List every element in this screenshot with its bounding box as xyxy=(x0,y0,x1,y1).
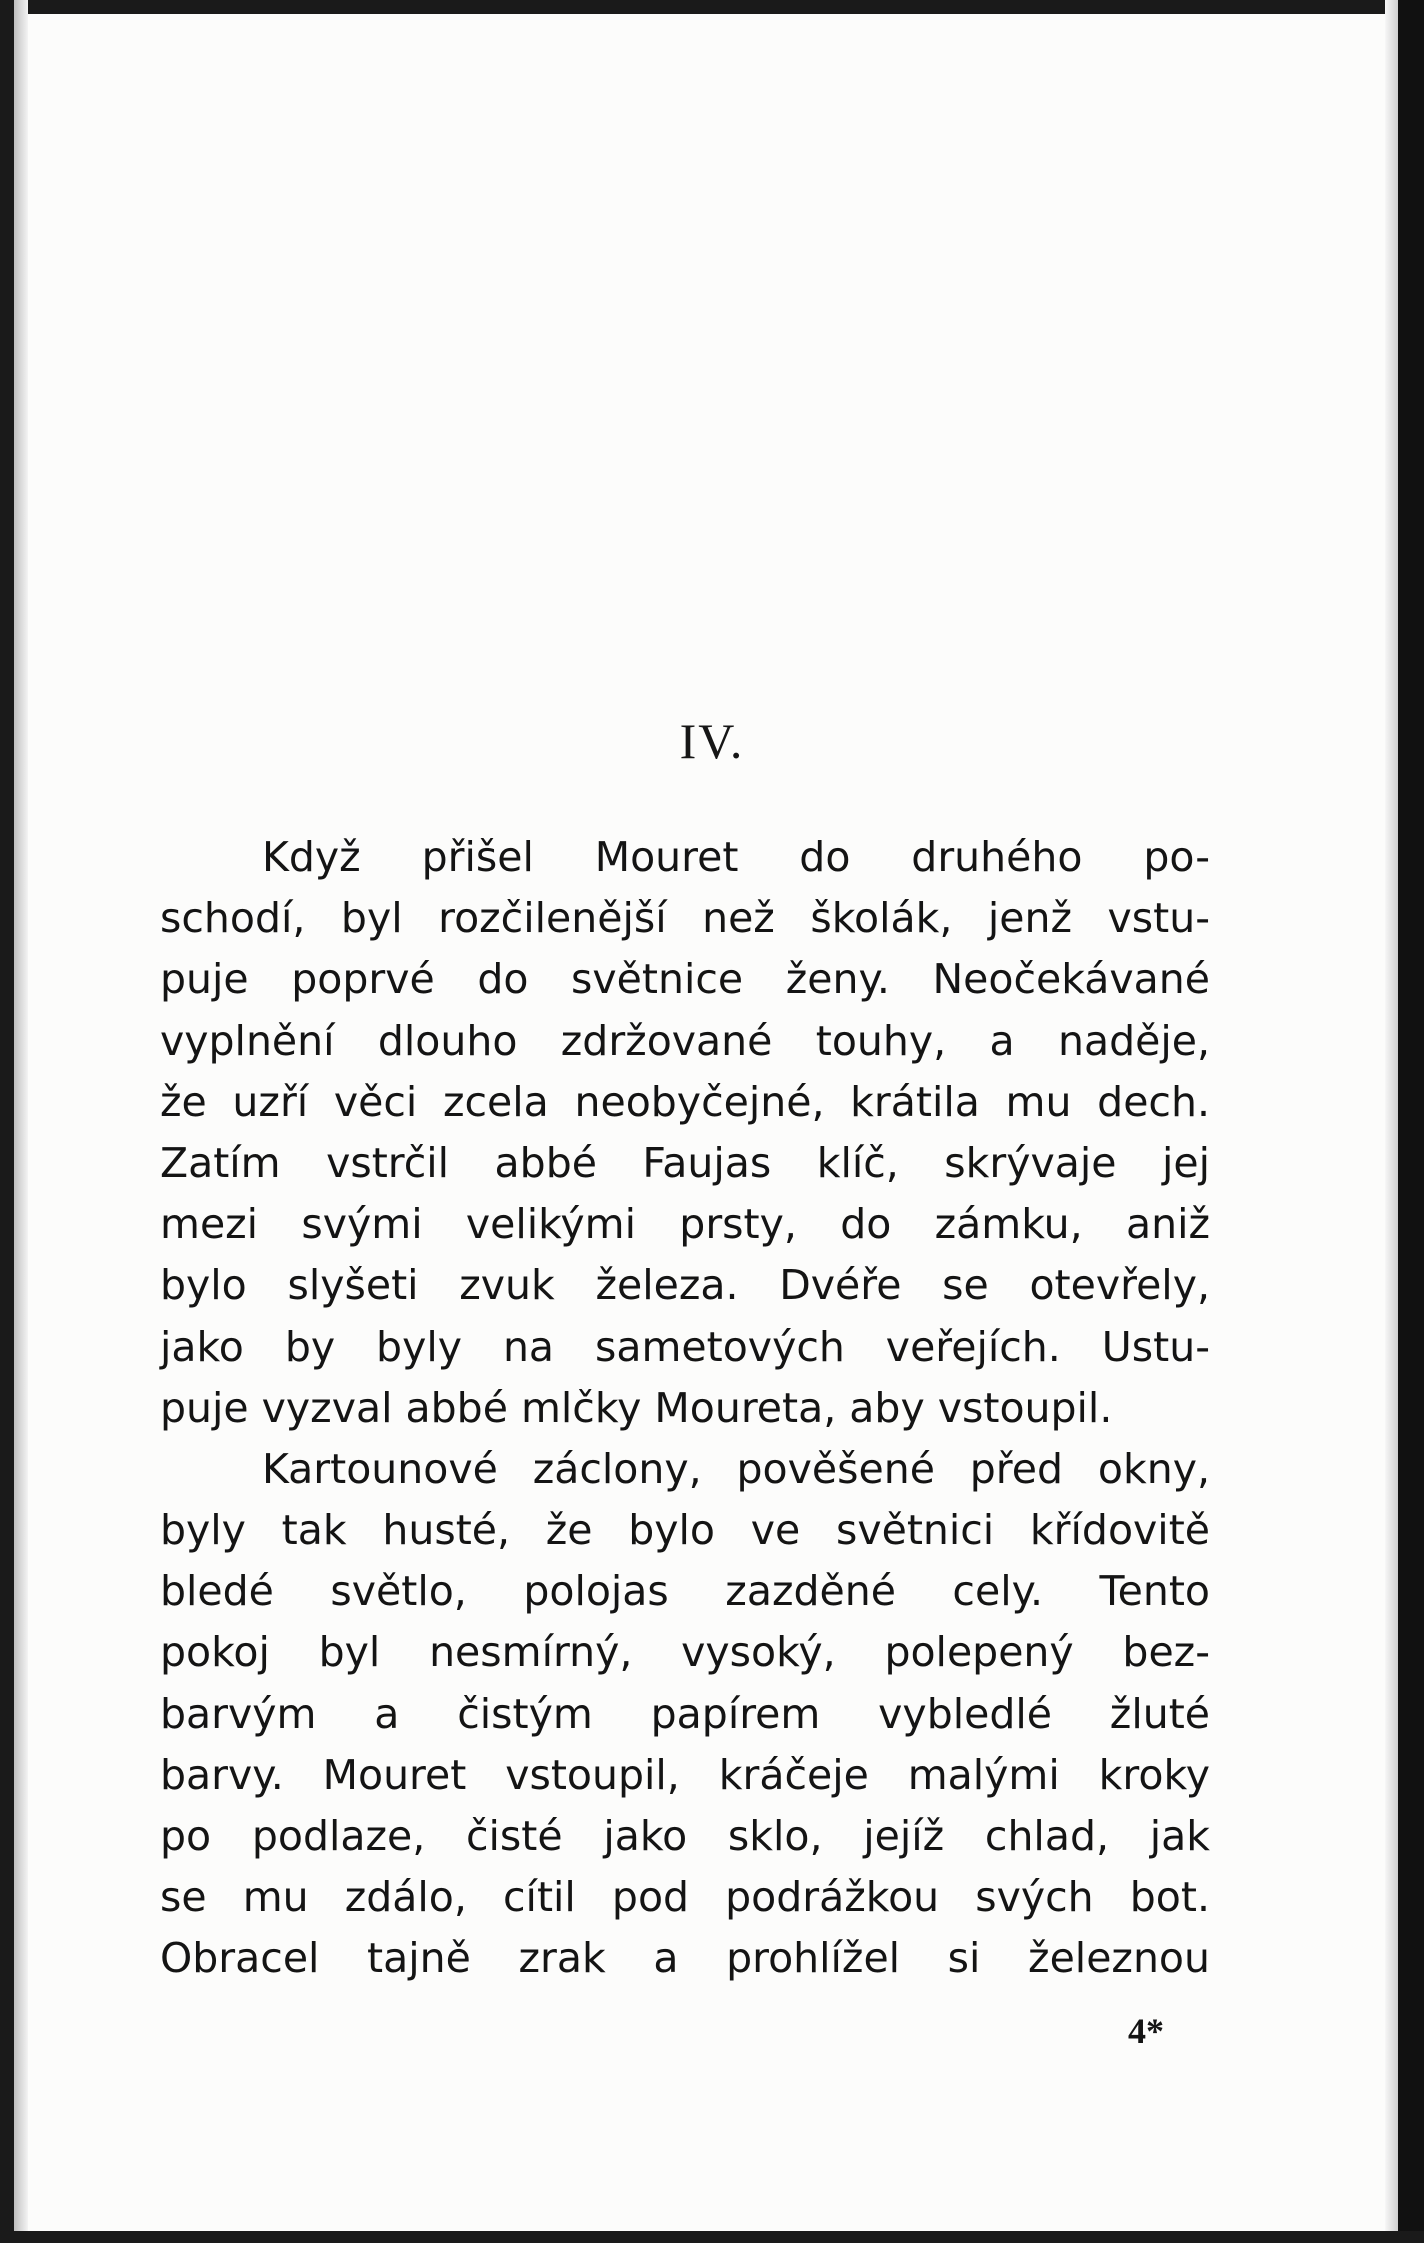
scan-edge-bottom xyxy=(0,2231,1424,2243)
page-edge-shadow xyxy=(1385,0,1398,2243)
text-line: Když přišel Mouret do druhého po- xyxy=(262,833,1210,881)
text-line: barvým a čistým papírem vybledlé žluté xyxy=(160,1689,1210,1738)
text-line: mezi svými velikými prsty, do zámku, aniž xyxy=(160,1200,1210,1249)
text-line: puje vyzval abbé mlčky Moureta, aby vstoupil. xyxy=(160,1383,1113,1432)
page-number: 4* xyxy=(1128,2011,1164,2051)
text-line: se mu zdálo, cítil pod podrážkou svých bot. xyxy=(160,1873,1210,1922)
text-line: jako by byly na sametových veřejích. Ustu- xyxy=(160,1322,1210,1371)
text-line: bledé světlo, polojas zazděné cely. Tento xyxy=(160,1567,1210,1616)
text-line: vyplnění dlouho zdržované touhy, a naděje, xyxy=(160,1016,1210,1065)
chapter-heading: IV. xyxy=(679,713,745,769)
text-line: Kartounové záclony, pověšené před okny, xyxy=(262,1444,1210,1493)
text-line: barvy. Mouret vstoupil, kráčeje malými kroky xyxy=(160,1750,1210,1799)
text-line: Zatím vstrčil abbé Faujas klíč, skrývaje jej xyxy=(160,1138,1210,1187)
body-text xyxy=(160,827,1210,1990)
scan-edge-left xyxy=(0,0,14,2243)
text-line: schodí, byl rozčilenější než školák, jenž vstu- xyxy=(160,894,1210,943)
scan-edge-top xyxy=(0,0,1424,14)
text-line: že uzří věci zcela neobyčejné, krátila mu dech. xyxy=(160,1077,1210,1126)
text-line: Obracel tajně zrak a prohlížel si železnou xyxy=(160,1934,1210,1983)
text-line: puje poprvé do světnice ženy. Neočekávané xyxy=(160,955,1210,1004)
page-gutter-shadow xyxy=(14,0,28,2243)
text-line: bylo slyšeti zvuk železa. Dvéře se otevřely, xyxy=(160,1261,1210,1310)
scan-edge-right xyxy=(1398,0,1424,2243)
text-line: byly tak husté, že bylo ve světnici křídovitě xyxy=(160,1506,1210,1555)
text-line: po podlaze, čisté jako sklo, jejíž chlad, jak xyxy=(160,1812,1210,1860)
text-line: pokoj byl nesmírný, vysoký, polepený bez- xyxy=(160,1628,1210,1677)
